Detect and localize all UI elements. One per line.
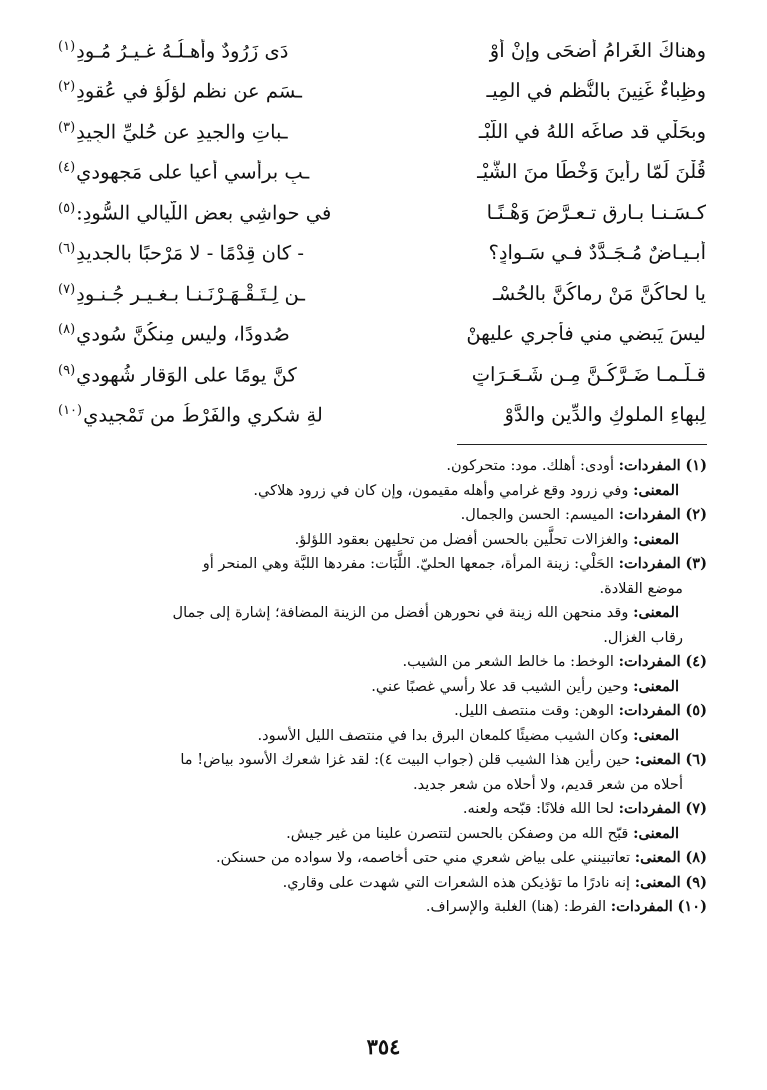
footnote-marker: (٣) — [58, 119, 76, 135]
verse — [58, 314, 706, 355]
verse — [58, 192, 706, 233]
footnote-label: المفردات: — [618, 702, 681, 719]
footnote-label: المفردات: — [618, 555, 681, 572]
page-number: ٣٥٤ — [366, 1034, 401, 1059]
footnote-divider — [457, 444, 707, 445]
verse-second-hemistich — [58, 120, 382, 144]
footnote-label: المعنى: — [633, 604, 679, 621]
footnote-label: المفردات: — [610, 898, 673, 915]
hemistich-text: في حواشِي بعضِ اللّيالي السُّودِ: — [76, 201, 332, 224]
verse-second-hemistich — [58, 403, 382, 427]
verse-first-hemistich: أبـيـاضٌ مُـجَـدَّدٌ فـي سَـوادٍ؟ — [488, 241, 706, 265]
verse-first-hemistich: ليسَ يَبضي مني فأُجري عليهنْ — [466, 322, 706, 346]
footnote-text: وفي زرود وقع غرامي وأهله مقيمون، وإن كان في زرود هلاكي. — [253, 481, 629, 499]
verse — [58, 152, 706, 193]
footnote-text: الوهن: وقت منتصف الليل. — [454, 702, 614, 719]
footnote-label: المعنى: — [634, 873, 681, 891]
verse-first-hemistich: لِبهاءِ الملوكِ والدِّين والدَّوْ — [504, 403, 706, 427]
footnote-text: لحا الله فلانًا: قبّحه ولعنه. — [462, 800, 614, 817]
footnote-number: (١٠) — [677, 898, 707, 915]
hemistich-text: ـبِ برأسي أعيا على مَجهودي — [76, 160, 310, 184]
footnote-marker: (٢) — [58, 79, 76, 94]
footnote-line — [60, 479, 707, 504]
footnote-number: (٣) — [685, 555, 707, 572]
footnote-number: (٨) — [685, 849, 707, 866]
footnote-marker: (٥) — [58, 200, 76, 216]
footnote-marker: (١) — [58, 38, 76, 54]
footnote-marker: (٧) — [58, 281, 76, 297]
footnote-label: المعنى: — [634, 849, 681, 866]
footnote-label: المفردات: — [618, 800, 681, 817]
hemistich-text: صُدودًا، وليس مِنكُنَّ سُودي — [76, 322, 290, 346]
footnote-text: موضع القلادة. — [599, 579, 683, 597]
footnote-text: أحلاه من شعر قديم، ولا أحلاه من شعر جديد. — [413, 775, 683, 793]
verse — [58, 233, 706, 274]
verse-first-hemistich: قُلْنَ لَمّا رأينَ وَخْطًا منَ الشَّيْـ — [477, 160, 706, 184]
footnote-label: المفردات: — [618, 653, 681, 670]
footnote-line — [60, 528, 707, 553]
hemistich-text: كنَّ يومًا على الوَقارِ شُهودي — [76, 363, 297, 386]
footnote-text: الميسم: الحسن والجمال. — [460, 506, 614, 523]
verse-second-hemistich — [58, 363, 382, 387]
verse — [58, 111, 706, 152]
footnotes — [60, 454, 707, 920]
verse-second-hemistich — [58, 39, 382, 63]
footnote-number: (٤) — [685, 653, 707, 670]
verse-second-hemistich — [58, 79, 382, 103]
footnote-line — [60, 650, 707, 675]
footnote-text: وحين رأين الشيب قد علا رأسي غصبًا عني. — [371, 677, 629, 695]
footnote-text: إنه نادرًا ما تؤذيكن هذه الشعرات التي شهدت على وقاري. — [282, 873, 631, 891]
footnote-text: قبّح الله من وصفكن بالحسن لتتصرن علينا من غير جيش. — [286, 824, 629, 842]
footnote-label: المعنى: — [633, 530, 679, 548]
footnote-marker: (١٠) — [58, 403, 83, 418]
hemistich-text: ـنِ لِـتَـقْـهَـرْنَـنـا بـغـيـرِ جُـنـودِ — [76, 282, 305, 305]
footnote-line — [60, 699, 707, 724]
footnote-line — [60, 871, 707, 896]
footnote-line — [60, 846, 707, 871]
verse-second-hemistich — [58, 322, 382, 346]
footnote-line — [60, 724, 707, 749]
verse-first-hemistich: وهناكَ الغَرامُ أضحَى وإنْ أوْ — [489, 38, 706, 62]
verse-first-hemistich: كـسَـنـا بـارِقٍ تـعـرَّضَ وَهْـنًـا — [486, 200, 706, 224]
footnote-number: (٦) — [685, 751, 707, 768]
verse-second-hemistich — [58, 241, 382, 265]
hemistich-text: ـباتِ والجيدِ عن حُليِّ الجِيدِ — [76, 120, 288, 143]
footnote-line — [60, 601, 707, 626]
hemistich-text: لةِ شكري والفَرْطُ من تَمْجيدي — [83, 403, 323, 427]
footnote-number: (٥) — [685, 702, 707, 719]
footnote-marker: (٩) — [58, 362, 76, 378]
footnote-label: المفردات: — [618, 506, 681, 523]
footnote-line — [60, 748, 707, 773]
footnote-marker: (٨) — [58, 322, 76, 337]
verse-first-hemistich: يا لحاكُنَّ مَنْ رماكُنَّ بالحُسْـ — [493, 281, 706, 305]
footnote-text: رقاب الغزال. — [603, 628, 683, 646]
footnote-line — [60, 675, 707, 700]
verse — [58, 71, 706, 112]
verse-second-hemistich — [58, 282, 382, 306]
footnote-text: الوخط: ما خالط الشعر من الشيب. — [402, 653, 614, 670]
verse — [58, 30, 706, 71]
verse-first-hemistich: قـلَّـمـا ضَـرَّكُـنَّ مِـن شَـعَـرَاتٍ — [471, 362, 706, 386]
poem — [58, 30, 706, 435]
footnote-line — [60, 626, 707, 651]
verse — [58, 395, 706, 436]
footnote-label: المفردات: — [618, 457, 681, 474]
footnote-label: المعنى: — [633, 481, 679, 499]
footnote-text: حين رأين هذا الشيب قلن (جواب البيت ٤): لقد غزا شعرك الأسود بياض! ما — [180, 751, 631, 768]
footnote-line — [60, 797, 707, 822]
footnote-text: الفرط: (هنا) الغلبة والإسراف. — [425, 898, 607, 915]
footnote-marker: (٦) — [58, 241, 76, 256]
verse-first-hemistich: وظِباءٌ غَنِينَ بالنُّظمِ في المِيـ — [486, 79, 706, 103]
footnote-marker: (٤) — [58, 160, 76, 175]
footnote-label: المعنى: — [634, 751, 681, 768]
footnote-number: (٧) — [685, 800, 707, 817]
footnote-text: الحَلْي: زينة المرأة، جمعها الحليّ. اللَّبَات: مفردها اللبَّة وهي المنحر أو — [202, 555, 614, 572]
footnote-text: أودى: أهلك. مود: متحركون. — [446, 457, 614, 474]
footnote-label: المعنى: — [633, 824, 679, 842]
verse-first-hemistich: وبحَلْيٍ قد صاغَه اللهُ في اللَّبْـ — [478, 119, 706, 143]
footnote-text: والغزالات تحلَّين بالحسن أفضل من تحليهن بعقود اللؤلؤ. — [294, 530, 629, 548]
verse — [58, 354, 706, 395]
hemistich-text: - كان قِدْمًا - لا مَرْحبًا بالجديدِ — [76, 241, 304, 265]
verse-second-hemistich — [58, 160, 382, 184]
verse — [58, 273, 706, 314]
footnote-line — [60, 895, 707, 920]
footnote-text: تعاتبينني على بياض شعري مني حتى أخاصمه، ولا سواده من حسنكن. — [215, 849, 631, 866]
footnote-text: وكان الشيب مضيئًا كلمعان البرق بدا في منتصف الليل الأسود. — [257, 726, 629, 744]
footnote-line — [60, 577, 707, 602]
footnote-line — [60, 503, 707, 528]
footnote-label: المعنى: — [633, 726, 679, 744]
footnote-label: المعنى: — [633, 677, 679, 695]
footnote-line — [60, 822, 707, 847]
footnote-line — [60, 454, 707, 479]
footnote-number: (٩) — [685, 873, 707, 891]
footnote-text: وقد منحهن الله زينة في نحورهن أفضل من الزينة المضافة؛ إشارة إلى جمال — [172, 604, 629, 621]
hemistich-text: دَى زَرُودٌ وأهـلُـهُ غـيـرُ مُـودِ — [76, 39, 289, 62]
verse-second-hemistich — [58, 201, 382, 225]
footnote-line — [60, 773, 707, 798]
footnote-number: (٢) — [685, 506, 707, 523]
footnote-number: (١) — [685, 457, 707, 474]
footnote-line — [60, 552, 707, 577]
hemistich-text: ـسَمِ عن نظمِ لؤلُؤٍ في عُقودِ — [76, 79, 302, 103]
